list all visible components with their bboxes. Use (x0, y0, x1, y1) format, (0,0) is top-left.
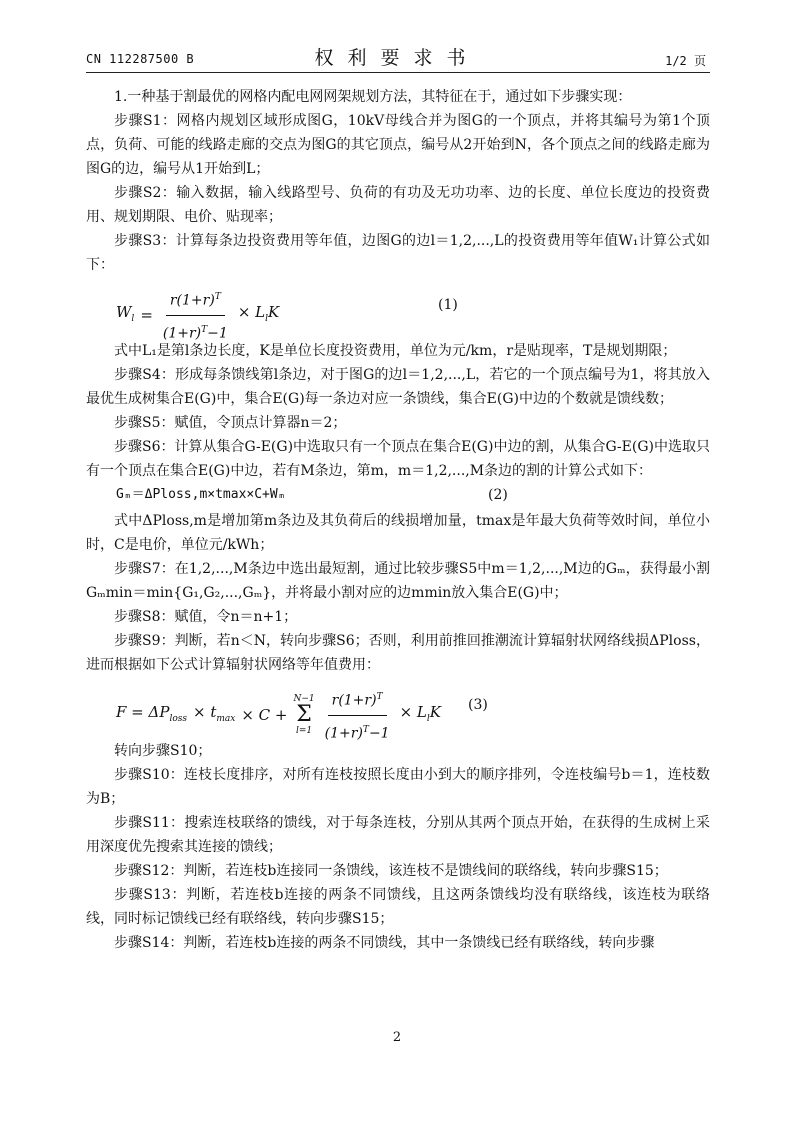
step-s9: 步骤S9：判断，若n＜N，转向步骤S6；否则，利用前推回推潮流计算辐射状网络线损ΔPloss，进而根据如下公式计算辐射状网络等年值费用： (86, 633, 710, 673)
step-s2: 步骤S2：输入数据，输入线路型号、负荷的有功及无功功率、边的长度、单位长度边的投资费用、规划期限、电价、贴现率； (86, 185, 710, 225)
page-header (0, 0, 794, 80)
step-s14: 步骤S14：判断，若连枝b连接的两条不同馈线，其中一条馈线已经有联络线，转向步骤 (114, 935, 655, 951)
formula-1: $W_l$ = $\frac{r(1+r)^T}{(1+r)^T-1}$ × $L_lK$ (1) (86, 279, 710, 335)
formula-2-explanation: 式中ΔPloss,m是增加第m条边及其负荷后的线损增加量，tmax是年最大负荷等效时间，单位小时，C是电价，单位元/kWh； (86, 513, 710, 553)
patent-number: CN 112287500 B (86, 52, 195, 66)
formula-1-number: (1) (438, 297, 458, 313)
claims-body (86, 85, 710, 955)
step-s12: 步骤S12：判断，若连枝b连接同一条馈线，该连枝不是馈线间的联络线，转向步骤S15； (114, 863, 668, 879)
step-s10: 步骤S10：连枝长度排序，对所有连枝按照长度由小到大的顺序排列，令连枝编号b＝1，连枝数为B； (86, 767, 710, 807)
formula-2-number: (2) (488, 487, 508, 503)
step-s4: 步骤S4：形成每条馈线第l条边，对于图G的边l＝1,2,...,L，若它的一个顶点编号为1，将其放入最优生成树集合E(G)中，集合E(G)每一条边对应一条馈线，集合E(G)中边的个数就是馈线数； (86, 367, 710, 407)
step-s13: 步骤S13：判断，若连枝b连接的两条不同馈线，且这两条馈线均没有联络线，该连枝为联络线，同时标记馈线已经有联络线，转向步骤S15； (86, 887, 710, 927)
step-s11: 步骤S11：搜索连枝联络的馈线，对于每条连枝，分别从其两个顶点开始，在获得的生成树上采用深度优先搜索其连接的馈线； (86, 815, 710, 855)
step-s6: 步骤S6：计算从集合G-E(G)中选取只有一个顶点在集合E(G)中边的割，从集合G-E(G)中选取只有一个顶点在集合E(G)中边，若有M条边，第m，m＝1,2,...,M条边的割的计算公式如下： (86, 439, 710, 479)
formula-3: $F = \Delta P_{loss}$ × $t_{max}$ × C + N−1 Σ l=1 $\frac{r(1+r)^T}{(1+r)^T-1}$ × $L_lK$ (3) (86, 679, 710, 735)
formula-2: Gₘ＝ΔPloss,m×tmax×C+Wₘ (2) (86, 483, 710, 509)
step-s5: 步骤S5：赋值，令顶点计算器n＝2； (114, 415, 347, 431)
step-s8: 步骤S8：赋值，令n＝n+1； (114, 609, 298, 625)
step-s1: 步骤S1：网格内规划区域形成图G，10kV母线合并为图G的一个顶点，并将其编号为第1个顶点，负荷、可能的线路走廊的交点为图G的其它顶点，编号从2开始到N，各个顶点之间的线路走廊为图G的边，编号从1开始到L； (86, 113, 710, 177)
step-s3: 步骤S3：计算每条边投资费用等年值，边图G的边l＝1,2,...,L的投资费用等年值W₁计算公式如下： (86, 233, 710, 273)
goto-s10: 转向步骤S10； (114, 743, 212, 759)
step-s7: 步骤S7：在1,2,...,M条边中选出最短割，通过比较步骤S5中m＝1,2,...,M边的Gₘ，获得最小割Gₘmin＝min{G₁,G₂,...,Gₘ}，并将最小割对应的边mmin放入集合E(G)中； (86, 561, 710, 601)
page-number: 2 (392, 1030, 402, 1045)
page-title: 权利要求书 (314, 47, 480, 69)
formula-1-explanation: 式中L₁是第l条边长度，K是单位长度投资费用，单位为元/km，r是贴现率，T是规划期限； (114, 343, 677, 359)
formula-3-number: (3) (468, 697, 488, 713)
header-divider (86, 72, 710, 73)
claim-1-intro: 1.一种基于割最优的网格内配电网网架规划方法，其特征在于，通过如下步骤实现： (114, 89, 632, 105)
page-count: 1/2 页 (665, 54, 706, 68)
